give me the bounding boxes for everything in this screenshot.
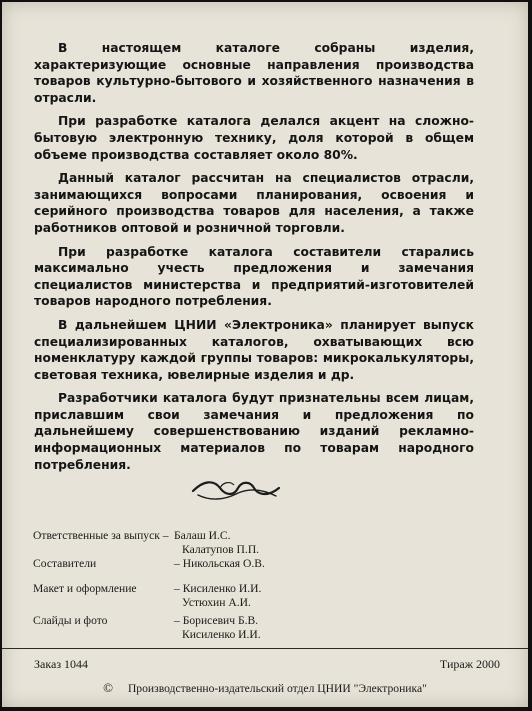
paragraph-3: Данный каталог рассчитан на специалистов отрасли, занимающихся вопросами планирования, освоения и серийного производства товаров для населения, а также работников оптовой и розничной торговли. bbox=[34, 171, 474, 235]
credit-name: Кисиленко И.И. bbox=[182, 628, 261, 641]
credit-name: – Борисевич Б.В. bbox=[174, 614, 259, 627]
credit-row-photos bbox=[33, 614, 433, 642]
credit-name: – Никольская О.В. bbox=[174, 557, 265, 570]
publisher-name: Производственно-издательский отдел ЦНИИ "Электроника" bbox=[127, 682, 427, 695]
paragraph-2: При разработке каталога делался акцент на сложно-бытовую электронную технику, доля которой в общем объеме производства составляет около 80%. bbox=[34, 114, 474, 162]
intro-text bbox=[34, 40, 474, 480]
print-info bbox=[34, 657, 500, 672]
copyright-icon: © bbox=[103, 680, 114, 695]
catalog-page bbox=[2, 2, 528, 707]
credit-names bbox=[174, 614, 261, 642]
copyright-line bbox=[2, 680, 528, 696]
paragraph-5: В дальнейшем ЦНИИ «Электроника» планирует выпуск специализированных каталогов, охватывающих всю номенклатуру каждой группы товаров: микрокалькуляторы, световая техника, ювелирные изделия и др. bbox=[34, 317, 474, 382]
credit-name: – Кисиленко И.И. bbox=[174, 582, 262, 595]
paragraph-1: В настоящем каталоге собраны изделия, характеризующие основные направления производства товаров культурно-бытового и хозяйственного назначения в отрасли. bbox=[34, 41, 474, 105]
credit-role: Слайды и фото bbox=[33, 614, 108, 627]
credits-block bbox=[33, 529, 433, 642]
order-number: Заказ 1044 bbox=[34, 657, 89, 671]
footer-divider bbox=[2, 648, 528, 649]
credit-names bbox=[174, 582, 261, 610]
credit-role: Составители bbox=[33, 557, 97, 570]
print-run: Тираж 2000 bbox=[439, 657, 500, 671]
credit-role: Макет и оформление bbox=[33, 582, 137, 595]
credit-name: Устюхин А.И. bbox=[182, 596, 251, 609]
credit-names bbox=[174, 529, 259, 557]
credit-name: Калатупов П.П. bbox=[182, 543, 260, 556]
credit-role: Ответственные за выпуск – bbox=[33, 529, 169, 542]
credit-names bbox=[174, 557, 265, 571]
paragraph-4: При разработке каталога составители старались максимально учесть предложения и замечания специалистов министерства и предприятий-изготовителей товаров народного потребления. bbox=[34, 244, 474, 309]
paragraph-6: Разработчики каталога будут признательны всем лицам, приславшим свои замечания и предложения по дальнейшему совершенствованию изданий рекламно-информационных материалов по товарам народного потребления. bbox=[34, 391, 474, 472]
credit-row-layout bbox=[33, 582, 433, 610]
credit-row-release bbox=[33, 529, 433, 557]
credit-name: Балаш И.С. bbox=[174, 529, 231, 542]
flourish-ornament-icon bbox=[190, 476, 282, 504]
credit-row-compilers bbox=[33, 557, 433, 571]
